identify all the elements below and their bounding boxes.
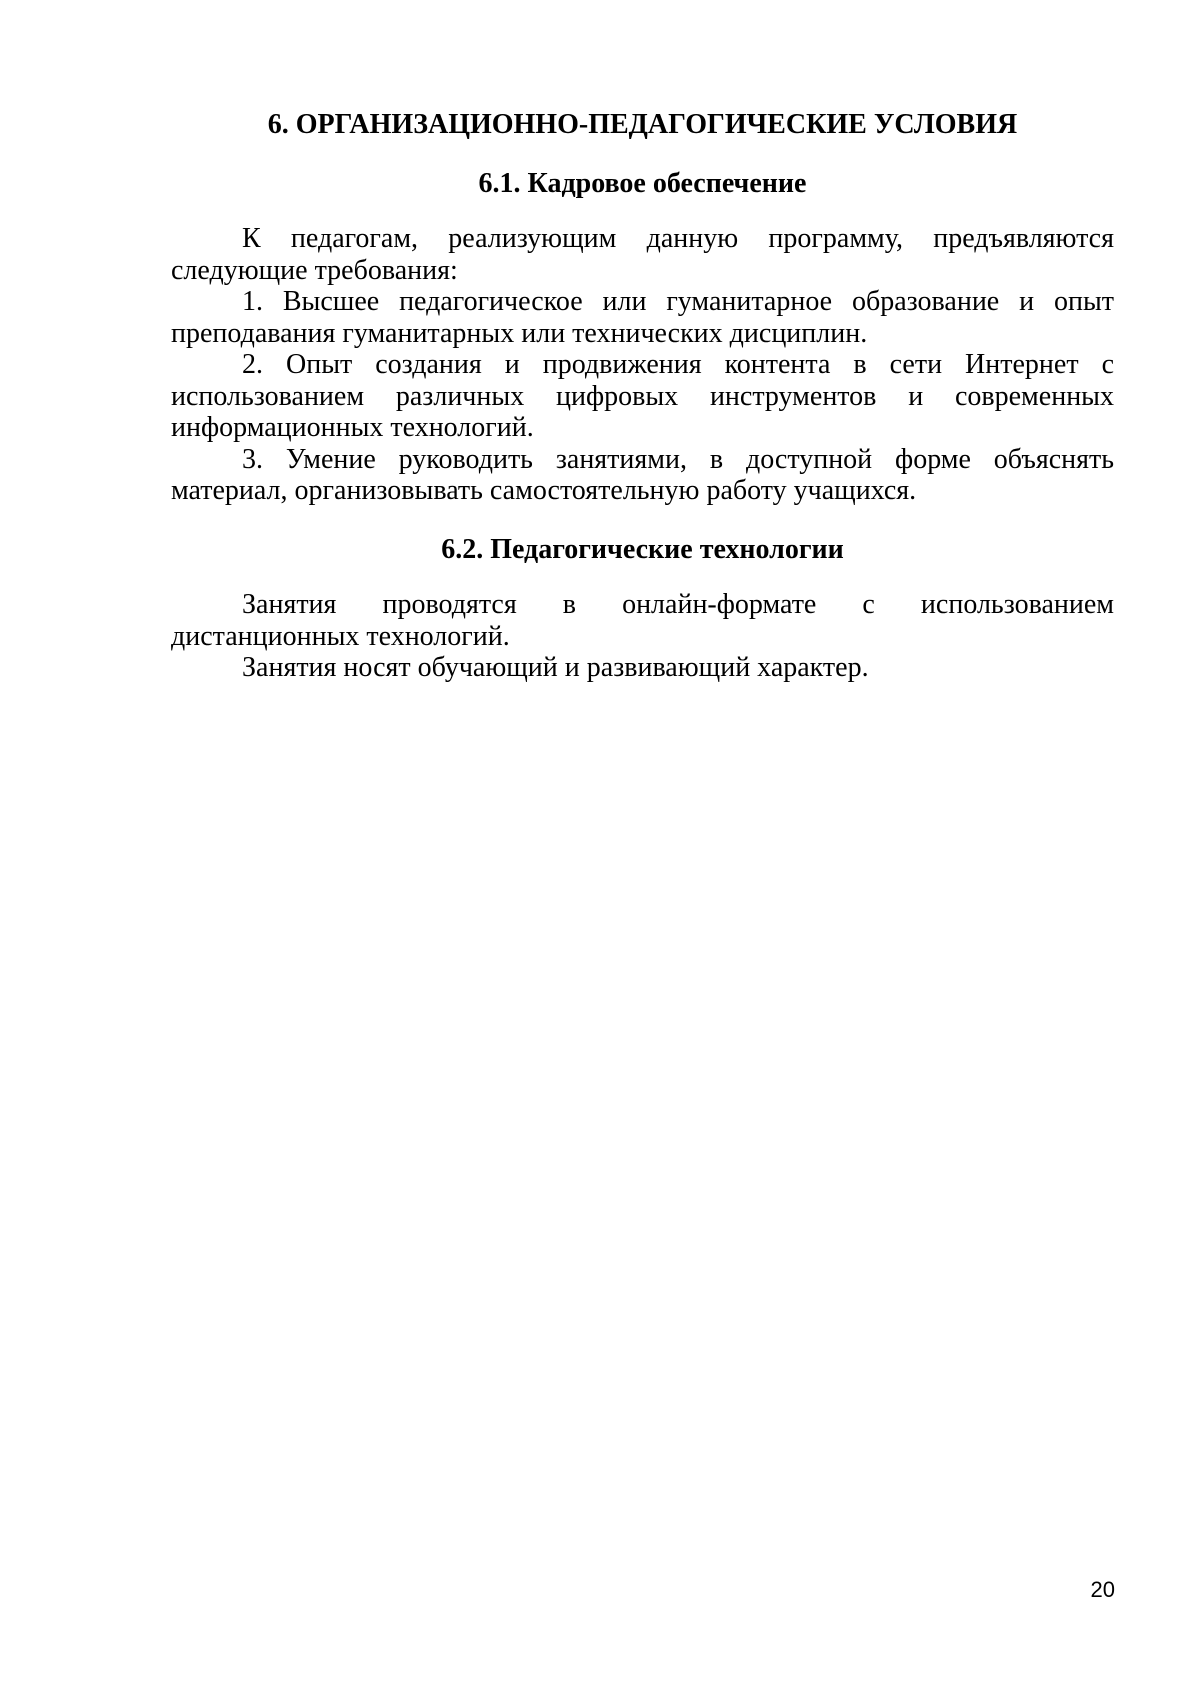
subsection-heading-6-2: 6.2. Педагогические технологии — [441, 533, 844, 565]
paragraph-requirement-1: 1. Высшее педагогическое или гуманитарное образование и опыт преподавания гуманитарных или технических дисциплин. — [171, 286, 1114, 349]
paragraph-requirement-3: 3. Умение руководить занятиями, в доступной форме объяснять материал, организовывать самостоятельную работу учащихся. — [171, 443, 1114, 506]
paragraph-requirements-intro: К педагогам, реализующим данную программу, предъявляются следующие требования: — [171, 223, 1114, 286]
page-title: 6. ОРГАНИЗАЦИОННО-ПЕДАГОГИЧЕСКИЕ УСЛОВИЯ — [267, 109, 1018, 140]
section-staffing — [171, 168, 1114, 507]
paragraph-requirement-2: 2. Опыт создания и продвижения контента в сети Интернет с использованием различных цифровых инструментов и современных информационных технологий. — [171, 349, 1114, 443]
paragraph-lesson-character: Занятия носят обучающий и развивающий характер. — [242, 652, 869, 683]
page-number: 20 — [1090, 1577, 1115, 1602]
paragraph-online-format: Занятия проводятся в онлайн-формате с использованием дистанционных технологий. — [171, 589, 1114, 652]
section-pedagogical-technologies — [171, 534, 1114, 684]
page-content — [171, 109, 1114, 684]
subsection-heading-6-1: 6.1. Кадровое обеспечение — [478, 167, 807, 199]
